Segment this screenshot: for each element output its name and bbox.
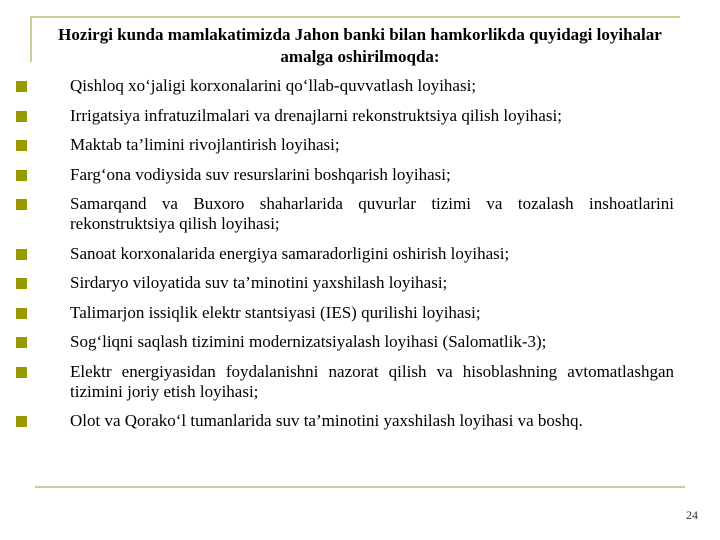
- list-item: [14, 411, 674, 431]
- square-bullet-icon: [16, 308, 27, 319]
- list-item-text: Sog‘liqni saqlash tizimini modernizatsiyalash loyihasi (Salomatlik-3);: [70, 332, 547, 351]
- list-item-text: Elektr energiyasidan foydalanishni nazorat qilish va hisoblashning avtomatlashgan tizimini joriy etish loyihasi;: [70, 361, 674, 401]
- list-item: [14, 106, 674, 126]
- list-item: [14, 273, 674, 293]
- square-bullet-icon: [16, 111, 27, 122]
- list-item: [14, 362, 674, 402]
- list-item-text: Sanoat korxonalarida energiya samaradorligini oshirish loyihasi;: [70, 243, 510, 263]
- list-item: [14, 332, 674, 352]
- list-item: [14, 194, 674, 234]
- bottom-rule: [35, 486, 685, 488]
- list-item-text: Maktab ta’limini rivojlantirish loyihasi;: [70, 135, 340, 154]
- list-item-text: Olot va Qorako‘l tumanlarida suv ta’minotini yaxshilash loyihasi va boshq.: [70, 411, 583, 430]
- square-bullet-icon: [16, 337, 27, 348]
- list-item: [14, 303, 674, 323]
- top-rule: [30, 16, 680, 18]
- square-bullet-icon: [16, 81, 27, 92]
- square-bullet-icon: [16, 140, 27, 151]
- list-item: [14, 165, 674, 185]
- list-item-text: Qishloq xo‘jaligi korxonalarini qo‘llab-quvvatlash loyihasi;: [70, 76, 477, 95]
- square-bullet-icon: [16, 199, 27, 210]
- list-item-text: Farg‘ona vodiysida suv resurslarini boshqarish loyihasi;: [70, 164, 451, 184]
- list-item: [14, 135, 674, 155]
- square-bullet-icon: [16, 416, 27, 427]
- list-item-text: Irrigatsiya infratuzilmalari va drenajlarni rekonstruktsiya qilish loyihasi;: [70, 105, 562, 125]
- list-item-text: Talimarjon issiqlik elektr stantsiyasi (IES) qurilishi loyihasi;: [70, 302, 481, 322]
- square-bullet-icon: [16, 367, 27, 378]
- list-item-text: Sirdaryo viloyatida suv ta’minotini yaxshilash loyihasi;: [70, 273, 448, 292]
- top-rule-stub: [30, 16, 32, 62]
- list-item: [14, 76, 674, 96]
- list-item-text: Samarqand va Buxoro shaharlarida quvurlar tizimi va tozalash inshoatlarini rekonstruktsiya qilish loyihasi;: [70, 194, 674, 233]
- square-bullet-icon: [16, 278, 27, 289]
- slide-title: Hozirgi kunda mamlakatimizda Jahon banki bilan hamkorlikda quyidagi loyihalar amalga oshirilmoqda:: [58, 25, 662, 66]
- project-list: [14, 76, 674, 441]
- page-number: 24: [686, 508, 698, 522]
- square-bullet-icon: [16, 170, 27, 181]
- square-bullet-icon: [16, 249, 27, 260]
- list-item: [14, 244, 674, 264]
